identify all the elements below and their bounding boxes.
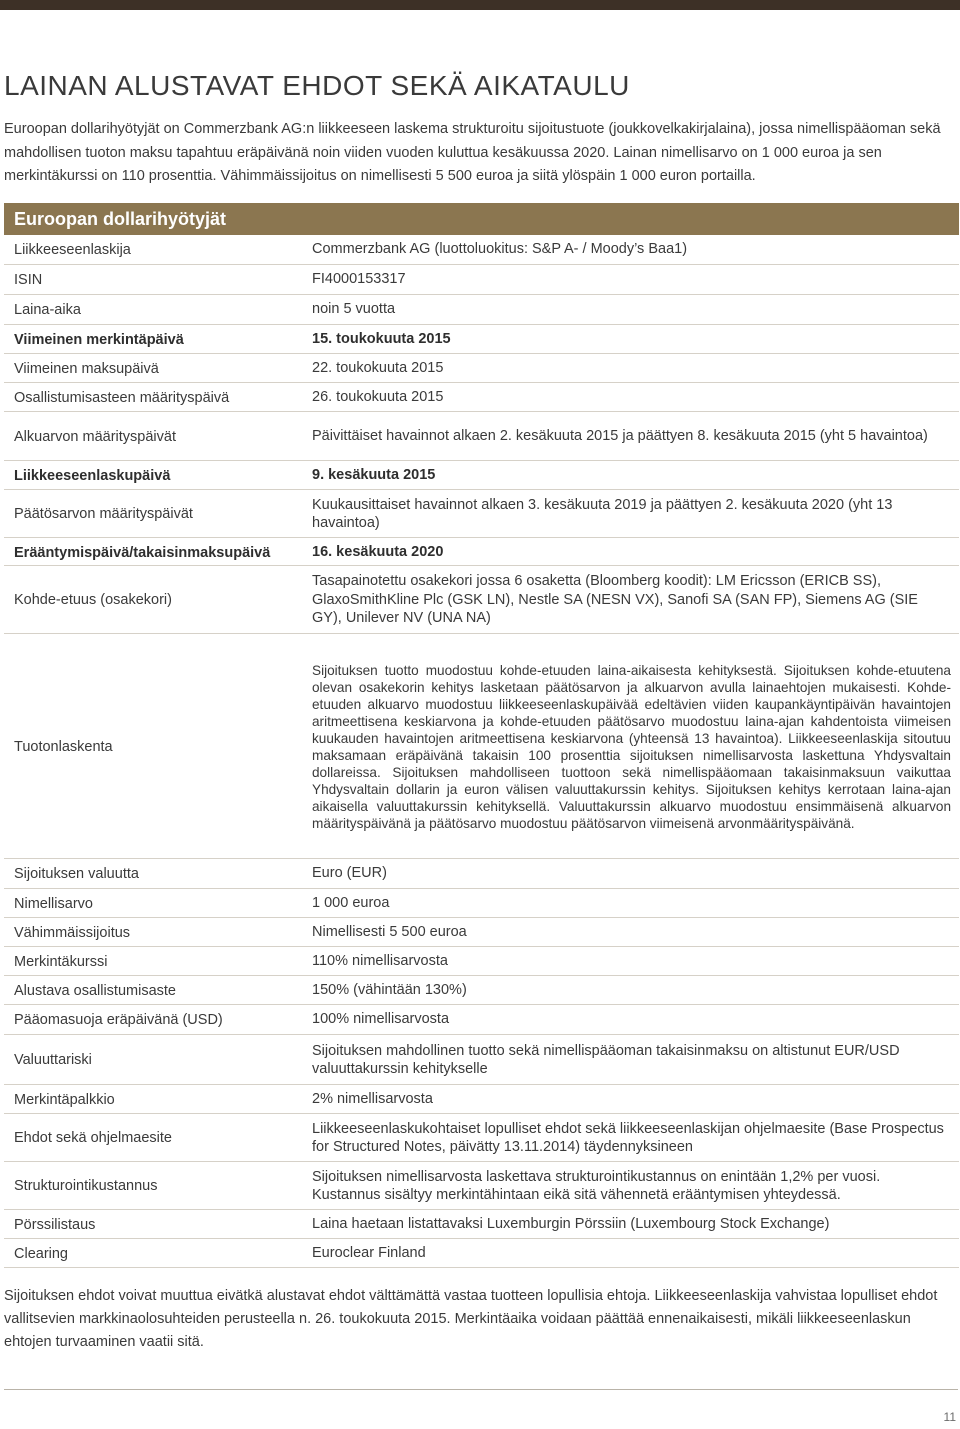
- row-value: noin 5 vuotta: [312, 301, 396, 317]
- row-value: Liikkeeseenlaskukohtaiset lopulliset ehdot sekä liikkeeseenlaskijan ohjelmaesite (Base Prospectus for Structured Notes, päivätty 13.11.2014) täydennyksineen: [312, 1120, 944, 1155]
- table-row: [4, 383, 959, 412]
- table-row: [4, 461, 959, 490]
- row-value: Sijoituksen nimellisarvosta laskettava strukturointikustannus on enintään 1,2% per vuosi. Kustannus sisältyy merkintähintaan eikä sitä vähennetä erääntymisen yhteydessä.: [312, 1168, 881, 1203]
- table-row: [4, 1114, 959, 1162]
- table-row: [4, 1239, 959, 1268]
- terms-table-header: Euroopan dollarihyötyjät: [4, 203, 959, 235]
- row-label: Merkintäpalkkio: [14, 1092, 115, 1108]
- row-label: Erääntymispäivä/takaisinmaksupäivä: [14, 545, 271, 561]
- table-row: [4, 1085, 959, 1114]
- table-row: [4, 295, 959, 325]
- row-value: Päivittäiset havainnot alkaen 2. kesäkuuta 2015 ja päättyen 8. kesäkuuta 2015 (yht 5 havaintoa): [312, 428, 928, 445]
- table-row: [4, 566, 959, 634]
- row-value: 22. toukokuuta 2015: [312, 360, 444, 376]
- table-row: [4, 976, 959, 1005]
- terms-table: [4, 203, 959, 1268]
- row-label: Merkintäkurssi: [14, 954, 108, 970]
- row-value: Nimellisesti 5 500 euroa: [312, 924, 467, 940]
- row-label: Kohde-etuus (osakekori): [14, 592, 172, 609]
- row-value: 16. kesäkuuta 2020: [312, 544, 444, 560]
- row-value: Kuukausittaiset havainnot alkaen 3. kesäkuuta 2019 ja päättyen 2. kesäkuuta 2020 (yht 13 havaintoa): [312, 496, 893, 531]
- table-row: [4, 1035, 959, 1085]
- table-row: [4, 235, 959, 265]
- row-value: Tasapainotettu osakekori jossa 6 osaketta (Bloomberg koodit): LM Ericsson (ERICB SS), GlaxoSmithKline Plc (GSK LN), Nestle SA (NESN VX), Sanofi SA (SAN FP), Siemens AG (SIE GY), Unilever NV (UNA NA): [312, 573, 918, 627]
- row-value: Laina haetaan listattavaksi Luxemburgin Pörssiin (Luxembourg Stock Exchange): [312, 1216, 830, 1232]
- top-decorative-bar: [0, 0, 960, 10]
- row-value: 110% nimellisarvosta: [312, 953, 448, 969]
- row-label: ISIN: [14, 272, 43, 288]
- row-label: Pörssilistaus: [14, 1217, 96, 1233]
- row-value: Sijoituksen mahdollinen tuotto sekä nimellispääoman takaisinmaksu on altistunut EUR/USD valuuttakurssin kehitykselle: [312, 1042, 900, 1077]
- row-value: 2% nimellisarvosta: [312, 1091, 433, 1107]
- table-row: [4, 1210, 959, 1239]
- table-row: [4, 538, 959, 566]
- row-label: Osallistumisasteen määrityspäivä: [14, 390, 230, 406]
- row-value: Euroclear Finland: [312, 1245, 426, 1261]
- row-value: 26. toukokuuta 2015: [312, 389, 444, 405]
- table-row: [4, 634, 959, 859]
- row-value: 1 000 euroa: [312, 895, 390, 911]
- table-row: [4, 265, 959, 295]
- row-label: Laina-aika: [14, 302, 81, 318]
- row-label: Strukturointikustannus: [14, 1178, 158, 1195]
- table-row: [4, 947, 959, 976]
- row-label: Liikkeeseenlaskija: [14, 242, 131, 258]
- row-label: Clearing: [14, 1246, 68, 1262]
- disclaimer-paragraph: Sijoituksen ehdot voivat muuttua eivätkä alustavat ehdot välttämättä vastaa tuotteen lopullisia ehtoja. Liikkeeseenlaskija vahvistaa lopulliset ehdot vallitsevien markkinaolosuhteiden perusteella n. 26. toukokuuta 2015. Merkintäaika voidaan päättää ennenaikaisesti, mikäli liikkeeseenlaskun ehtojen turvaaminen vaatii sitä.: [4, 1288, 938, 1350]
- row-label: Päätösarvon määrityspäivät: [14, 506, 193, 523]
- row-value: 150% (vähintään 130%): [312, 982, 467, 998]
- page-title: LAINAN ALUSTAVAT EHDOT SEKÄ AIKATAULU: [4, 70, 630, 101]
- row-label: Pääomasuoja eräpäivänä (USD): [14, 1012, 223, 1028]
- row-value: FI4000153317: [312, 271, 406, 287]
- table-row: [4, 412, 959, 461]
- row-label: Nimellisarvo: [14, 896, 93, 912]
- intro-paragraph: Euroopan dollarihyötyjät on Commerzbank AG:n liikkeeseen laskema strukturoitu sijoitustuote (joukkovelkakirjalaina), jossa nimellispääoman sekä mahdollisen tuoton maksu tapahtuu eräpäivänä noin viiden vuoden kuluttua kesäkuussa 2020. Lainan nimellisarvo on 1 000 euroa ja sen merkintäkurssi on 110 prosenttia. Vähimmäissijoitus on nimellisesti 5 500 euroa ja siitä ylöspäin 1 000 euron portailla.: [4, 121, 941, 184]
- row-label: Valuuttariski: [14, 1052, 92, 1069]
- row-label: Ehdot sekä ohjelmaesite: [14, 1130, 172, 1147]
- row-value: 15. toukokuuta 2015: [312, 331, 451, 347]
- row-label: Vähimmäissijoitus: [14, 925, 131, 941]
- row-label: Alustava osallistumisaste: [14, 983, 176, 999]
- row-label: Viimeinen maksupäivä: [14, 361, 159, 377]
- table-row: [4, 1005, 959, 1035]
- row-label: Sijoituksen valuutta: [14, 866, 139, 882]
- table-row: [4, 354, 959, 383]
- table-row: [4, 918, 959, 947]
- row-label: Alkuarvon määrityspäivät: [14, 428, 176, 445]
- table-row: [4, 859, 959, 889]
- row-value: Euro (EUR): [312, 865, 387, 881]
- row-label: Viimeinen merkintäpäivä: [14, 332, 184, 348]
- row-value: 9. kesäkuuta 2015: [312, 467, 436, 483]
- row-value: 100% nimellisarvosta: [312, 1011, 450, 1027]
- row-value: Commerzbank AG (luottoluokitus: S&P A- / Moody’s Baa1): [312, 241, 688, 257]
- row-label: Tuotonlaskenta: [14, 738, 113, 755]
- page-number: 11: [943, 1410, 956, 1424]
- table-row: [4, 1162, 959, 1210]
- bottom-divider: [4, 1389, 958, 1390]
- row-value: Sijoituksen tuotto muodostuu kohde-etuuden laina-aikaisesta kehityksestä. Sijoituksen kohde-etuutena olevan osakekorin kehitys lasketaan päätösarvon ja alkuarvon avulla lainaehtojen mukaisesti. Kohde-etuuden alkuarvo muodostuu liikkeeseenlaskupäivää edeltävien viiden kaupankäyntipäivän havaintojen aritmeettisena keskiarvona ja kohde-etuuden päätösarvo muodostuu laina-ajan kahdentoista viimeisen kuukauden havaintojen aritmeettisena keskiarvona (yhteensä 13 havaintoa). Liikkeeseenlaskija sitoutuu maksamaan eräpäivänä takaisin 100 prosenttia sijoituksen nimellisarvosta laskettuna Yhdysvaltain dollareissa. Sijoituksen mahdolliseen tuottoon sekä nimellispääomaan takaisinmaksuun vaikuttaa Yhdysvaltain dollarin ja euron välisen valuuttakurssin kehitys. Sijoituksen kehitys kerrotaan laina-ajan aikaisella valuuttakurssin kehityksellä. Valuuttakurssin alkuarvo muodostuu ensimmäisenä alkuarvon määrityspäivänä ja päätösarvo muodostuu päätösarvon viimeisenä arvonmäärityspäivänä.: [312, 662, 951, 831]
- row-label: Liikkeeseenlaskupäivä: [14, 468, 171, 484]
- table-row: [4, 325, 959, 354]
- table-row: [4, 490, 959, 538]
- table-row: [4, 889, 959, 918]
